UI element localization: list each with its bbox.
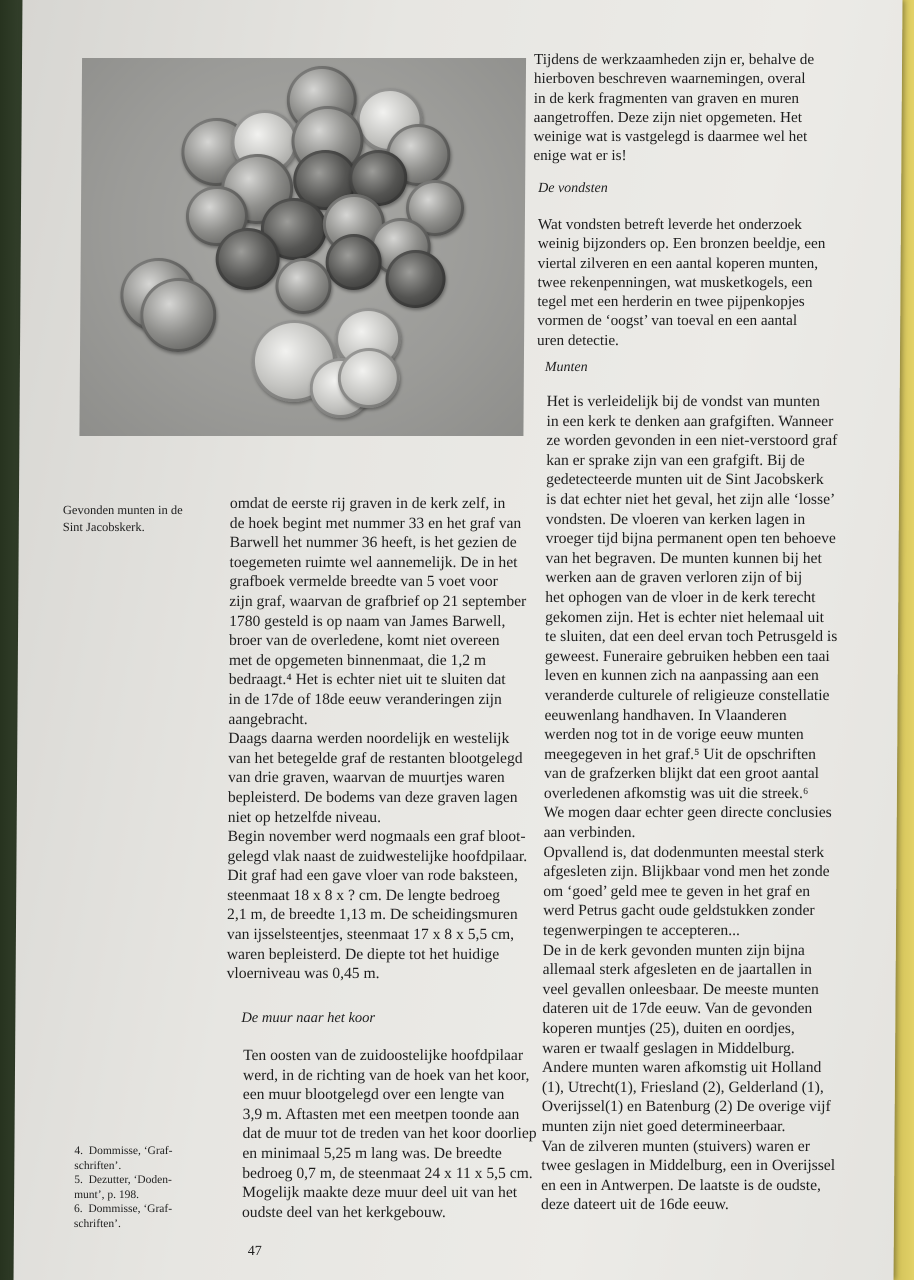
photo-caption: Gevonden munten in de Sint Jacobskerk.: [62, 503, 183, 534]
coin: [338, 348, 400, 408]
intro-paragraph: Tijdens de werkzaamheden zijn er, behalve de hierboven beschreven waarnemingen, overal in de kerk fragmenten van graven en muren aangetroffen. Deze zijn niet opgemeten. Het weinige wat is vastgelegd is daarmee wel het enige wat er is!: [533, 51, 815, 165]
footnote-4: 4. Dommisse, ‘Graf- schriften’.: [74, 1145, 173, 1172]
vondsten-paragraph: Wat vondsten betreft leverde het onderzoek weinig bijzonders op. Een bronzen beeldje, een viertal zilveren en een aantal koperen munten, twee rekenpenningen, wat musketkogels, een tegel met een herderin en twee pijpenkopjes vormen de ‘oogst’ van toeval en een aantal uren detectie.: [537, 216, 826, 349]
heading-munten: Munten: [544, 360, 588, 375]
coin: [385, 250, 445, 308]
page-number: 47: [247, 1244, 262, 1259]
coin: [215, 228, 279, 290]
heading-de-muur-naar-het-koor: De muur naar het koor: [241, 1010, 376, 1026]
footnote-5: 5. Dezutter, ‘Doden- munt’, p. 198.: [74, 1174, 172, 1201]
coin: [275, 258, 331, 314]
book-page: [14, 0, 903, 1280]
footnotes: [74, 1144, 225, 1231]
coin: [140, 278, 217, 352]
muur-paragraph: Ten oosten van de zuidoostelijke hoofdpilaar werd, in de richting van de hoek van het koor, een muur blootgelegd over een lengte van 3,9 m. Aftasten met een meetpen toonde aan dat de muur tot de treden van het koor doorliep en minimaal 5,25 m lang was. De breedte bedroeg 0,7 m, de steenmaat 24 x 11 x 5,5 cm. Mogelijk maakte deze muur deel uit van het oudste deel van het kerkgebouw.: [241, 1047, 537, 1221]
coin: [325, 234, 381, 290]
coins-photograph: [79, 58, 526, 436]
heading-de-vondsten: De vondsten: [538, 181, 608, 196]
munten-paragraph: Het is verleidelijk bij de vondst van munten in een kerk te denken aan grafgiften. Wanneer ze worden gevonden in een niet-verstoord graf kan er sprake zijn van een grafgift. Bij de gedetecteerde munten uit de Sint Jacobskerk is dat echter niet het geval, het zijn alle ‘losse’ vondsten. De vloeren van kerken lagen in vroeger tijd bijna permanent open ten behoeve van het begraven. De munten kunnen bij het werken aan de graven verloren zijn of bij het ophogen van de vloer in de kerk terecht gekomen zijn. Het is echter niet helemaal uit te sluiten, dat een deel ervan toch Petrusgeld is geweest. Funeraire gebruiken hebben een taai leven en kunnen zich na aanpassing aan een veranderde culturele of religieuze constellatie eeuwenlang handhaven. In Vlaanderen werden nog tot in de vorige eeuw munten meegegeven in het graf.⁵ Uit de opschriften van de grafzerken blijkt dat een groot aantal overledenen afkomstig was uit die streek.⁶ We mogen daar echter geen directe conclusies aan verbinden. Opvallend is, dat dodenmunten meestal sterk afgesleten zijn. Blijkbaar vond men het zonde om ‘goed’ geld mee te geven in het graf en werd Petrus gacht oude geldstukken zonder tegenwerpingen te accepteren... De in de kerk gevonden munten zijn bijna allemaal sterk afgesleten en de jaartallen in veel gevallen onleesbaar. De meeste munten dateren uit de 17de eeuw. Van de gevonden koperen muntjes (25), duiten en oordjes, waren er twaalf geslagen in Middelburg. Andere munten waren afkomstig uit Holland (1), Utrecht(1), Friesland (2), Gelderland (1), Overijssel(1) en Batenburg (2) De overige vijf munten zijn niet goed determineerbaar. Van de zilveren munten (stuivers) waren er twee geslagen in Middelburg, een in Overijssel en een in Antwerpen. De laatste is de oudste, deze dateert uit de 16de eeuw.: [540, 393, 838, 1214]
footnote-6: 6. Dommisse, ‘Graf- schriften’.: [73, 1203, 173, 1230]
middle-paragraph: omdat de eerste rij graven in de kerk zelf, in de hoek begint met nummer 33 en het graf van Barwell het nummer 36 heeft, is het gezien de toegemeten ruimte wel aannemelijk. De in het grafboek vermelde breedte van 5 voet voor zijn graf, waarvan de grafbrief op 21 september 1780 gesteld is op naam van James Barwell, broer van de overledene, komt niet overeen met de opgemeten binnenmaat, die 1,2 m bedraagt.⁴ Het is echter niet uit te sluiten dat in de 17de of 18de eeuw veranderingen zijn aangebracht. Daags daarna werden noordelijk en westelijk van het betegelde graf de restanten blootgelegd van drie graven, waarvan de muurtjes waren bepleisterd. De bodems van deze graven lagen niet op hetzelfde niveau. Begin november werd nogmaals een graf bloot- gelegd vlak naast de zuidwestelijke hoofdpilaar. Dit graf had een gave vloer van rode baksteen, steenmaat 18 x 8 x ? cm. De lengte bedroeg 2,1 m, de breedte 1,13 m. De scheidingsmuren van ijsselsteentjes, steenmaat 17 x 8 x 5,5 cm, waren bepleisterd. De diepte tot het huidige vloerniveau was 0,45 m.: [226, 495, 528, 983]
